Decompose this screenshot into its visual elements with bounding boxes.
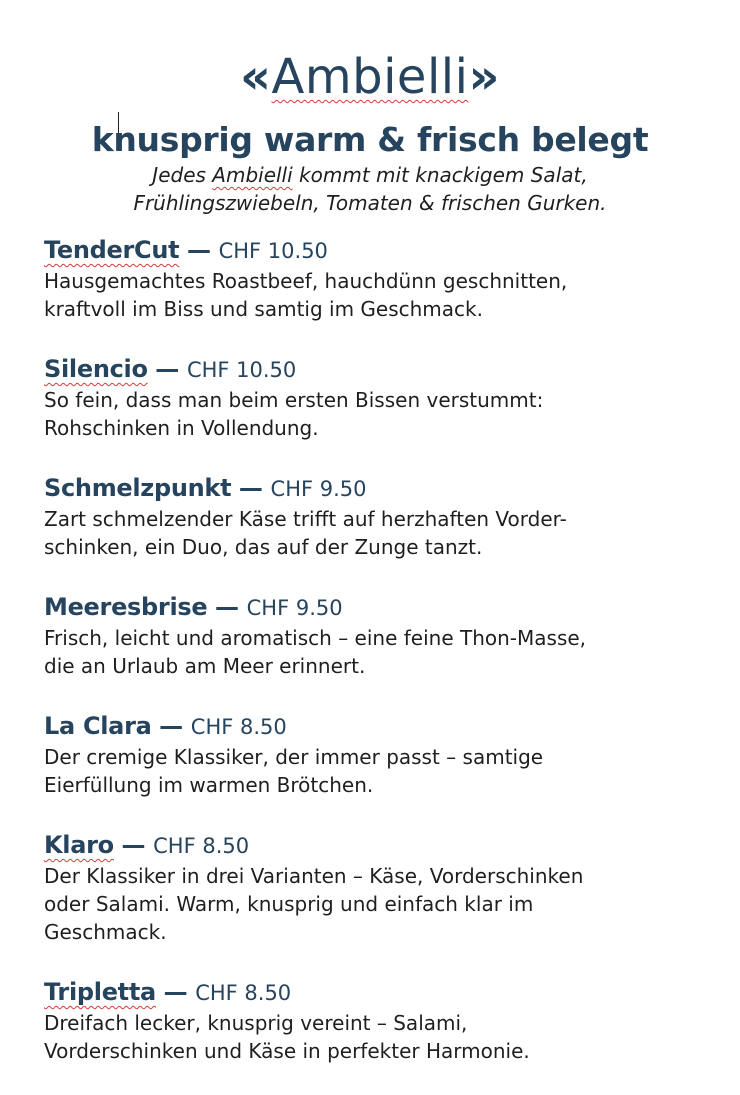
desc-line: Der Klassiker in drei Varianten – Käse, Vorderschinken xyxy=(44,864,584,888)
item-separator: — xyxy=(121,831,146,859)
desc-line: Frisch, leicht und aromatisch – eine feine Thon-Masse, xyxy=(44,626,587,650)
item-price: CHF 9.50 xyxy=(270,477,367,501)
menu-item xyxy=(44,976,704,1065)
item-heading xyxy=(44,234,704,267)
desc-line: schinken, ein Duo, das auf der Zunge tanzt. xyxy=(44,535,483,559)
item-name: La Clara xyxy=(44,712,152,740)
item-description xyxy=(44,1009,704,1065)
menu-item xyxy=(44,472,704,561)
menu-item xyxy=(44,234,704,323)
brand-quote-open: « xyxy=(240,49,272,105)
item-description xyxy=(44,862,704,946)
desc-line: So fein, dass man beim ersten Bissen verstummt: xyxy=(44,388,544,412)
desc-line: Vorderschinken und Käse in perfekter Harmonie. xyxy=(44,1039,530,1063)
desc-line: die an Urlaub am Meer erinnert. xyxy=(44,654,366,678)
item-price: CHF 8.50 xyxy=(153,834,250,858)
item-heading xyxy=(44,472,704,505)
intro-line-1: Jedes Ambielli kommt mit knackigem Salat, xyxy=(152,163,588,187)
item-description xyxy=(44,505,704,561)
desc-line: Eierfüllung im warmen Brötchen. xyxy=(44,773,374,797)
intro-brand-word: Ambielli xyxy=(212,163,293,187)
desc-line: Der cremige Klassiker, der immer passt – samtige xyxy=(44,745,544,769)
intro-line-2: Frühlingszwiebeln, Tomaten & frischen Gurken. xyxy=(133,191,607,215)
brand-title xyxy=(0,48,740,106)
item-description xyxy=(44,743,704,799)
item-heading xyxy=(44,829,704,862)
desc-line: Rohschinken in Vollendung. xyxy=(44,416,319,440)
desc-line: kraftvoll im Biss und samtig im Geschmack. xyxy=(44,297,483,321)
item-heading xyxy=(44,353,704,386)
item-name: Klaro xyxy=(44,831,114,859)
item-price: CHF 8.50 xyxy=(195,981,292,1005)
brand-quote-close: » xyxy=(468,49,500,105)
item-heading xyxy=(44,710,704,743)
item-separator: — xyxy=(214,593,239,621)
desc-line: Dreifach lecker, knusprig vereint – Salami, xyxy=(44,1011,468,1035)
item-separator: — xyxy=(163,978,188,1006)
item-description xyxy=(44,386,704,442)
item-separator: — xyxy=(238,474,263,502)
item-name: TenderCut xyxy=(44,236,180,264)
item-description xyxy=(44,624,704,680)
item-name: Silencio xyxy=(44,355,148,383)
item-name: Schmelzpunkt xyxy=(44,474,232,502)
item-name: Meeresbrise xyxy=(44,593,208,621)
item-description xyxy=(44,267,704,323)
item-separator: — xyxy=(159,712,184,740)
item-separator: — xyxy=(155,355,180,383)
desc-line: Zart schmelzender Käse trifft auf herzhaften Vorder- xyxy=(44,507,567,531)
item-price: CHF 8.50 xyxy=(190,715,287,739)
menu-item xyxy=(44,353,704,442)
menu-item xyxy=(44,710,704,799)
desc-line: oder Salami. Warm, knusprig und einfach klar im xyxy=(44,892,534,916)
desc-line: Geschmack. xyxy=(44,920,167,944)
tagline: knusprig warm & frisch belegt xyxy=(91,120,649,159)
item-price: CHF 9.50 xyxy=(246,596,343,620)
item-price: CHF 10.50 xyxy=(186,358,297,382)
brand-name: Ambielli xyxy=(271,49,469,105)
item-name: Tripletta xyxy=(44,978,156,1006)
item-separator: — xyxy=(186,236,211,264)
item-heading xyxy=(44,591,704,624)
menu-item xyxy=(44,829,704,946)
item-heading xyxy=(44,976,704,1009)
menu-items xyxy=(44,234,704,1095)
item-price: CHF 10.50 xyxy=(218,239,328,263)
intro-text xyxy=(0,161,740,217)
desc-line: Hausgemachtes Roastbeef, hauchdünn geschnitten, xyxy=(44,269,568,293)
menu-item xyxy=(44,591,704,680)
